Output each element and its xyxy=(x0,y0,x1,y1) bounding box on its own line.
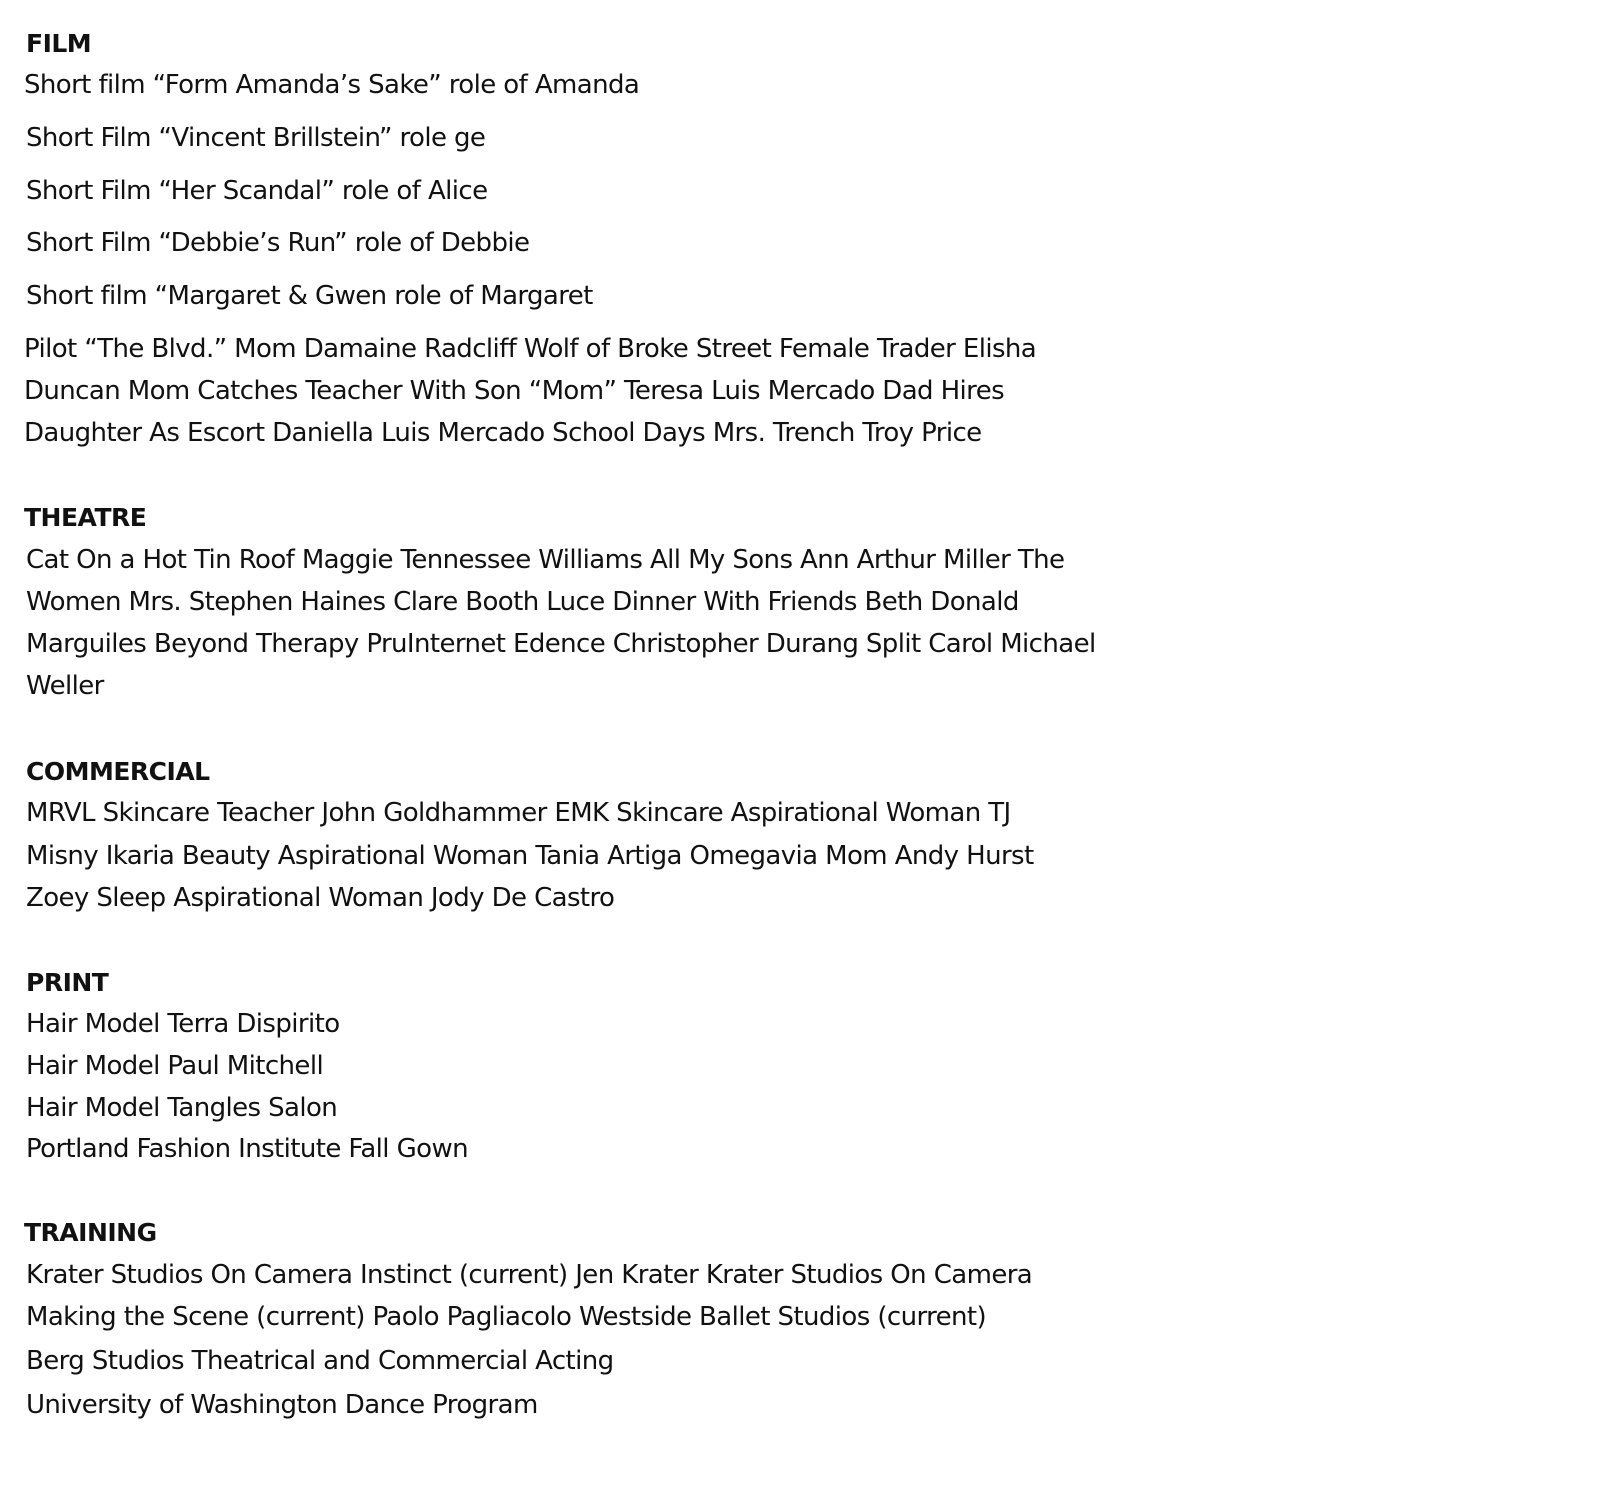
film-entry: Short Film “Debbie’s Run” role of Debbie xyxy=(26,228,530,258)
training-heading: TRAINING xyxy=(24,1218,157,1247)
film-paragraph-line: Daughter As Escort Daniella Luis Mercado School Days Mrs. Trench Troy Price xyxy=(24,418,982,448)
print-line: Hair Model Terra Dispirito xyxy=(26,1009,340,1039)
theatre-heading: THEATRE xyxy=(24,503,147,532)
film-entry: Short film “Margaret & Gwen role of Margaret xyxy=(26,281,593,311)
training-line: Berg Studios Theatrical and Commercial Acting xyxy=(26,1346,614,1376)
commercial-line: MRVL Skincare Teacher John Goldhammer EMK Skincare Aspirational Woman TJ xyxy=(26,798,1011,828)
training-line: University of Washington Dance Program xyxy=(26,1390,538,1420)
training-line: Making the Scene (current) Paolo Pagliacolo Westside Ballet Studios (current) xyxy=(26,1302,987,1332)
film-paragraph-line: Duncan Mom Catches Teacher With Son “Mom” Teresa Luis Mercado Dad Hires xyxy=(24,376,1005,406)
film-entry: Short Film “Her Scandal” role of Alice xyxy=(26,176,488,206)
film-entry: Short film “Form Amanda’s Sake” role of Amanda xyxy=(24,70,640,100)
print-heading: PRINT xyxy=(26,968,109,997)
commercial-heading: COMMERCIAL xyxy=(26,757,210,786)
film-paragraph-line: Pilot “The Blvd.” Mom Damaine Radcliff Wolf of Broke Street Female Trader Elisha xyxy=(24,334,1037,364)
theatre-line: Weller xyxy=(26,671,104,701)
theatre-line: Women Mrs. Stephen Haines Clare Booth Luce Dinner With Friends Beth Donald xyxy=(26,587,1019,617)
print-line: Hair Model Tangles Salon xyxy=(26,1093,338,1123)
film-heading: FILM xyxy=(26,29,92,58)
film-entry: Short Film “Vincent Brillstein” role ge xyxy=(26,123,486,153)
print-line: Portland Fashion Institute Fall Gown xyxy=(26,1134,468,1164)
training-line: Krater Studios On Camera Instinct (current) Jen Krater Krater Studios On Camera xyxy=(26,1260,1033,1290)
print-line: Hair Model Paul Mitchell xyxy=(26,1051,324,1081)
theatre-line: Cat On a Hot Tin Roof Maggie Tennessee Williams All My Sons Ann Arthur Miller The xyxy=(26,545,1065,575)
commercial-line: Misny Ikaria Beauty Aspirational Woman Tania Artiga Omegavia Mom Andy Hurst xyxy=(26,841,1034,871)
theatre-line: Marguiles Beyond Therapy PruInternet Edence Christopher Durang Split Carol Michael xyxy=(26,629,1096,659)
commercial-line: Zoey Sleep Aspirational Woman Jody De Castro xyxy=(26,883,615,913)
